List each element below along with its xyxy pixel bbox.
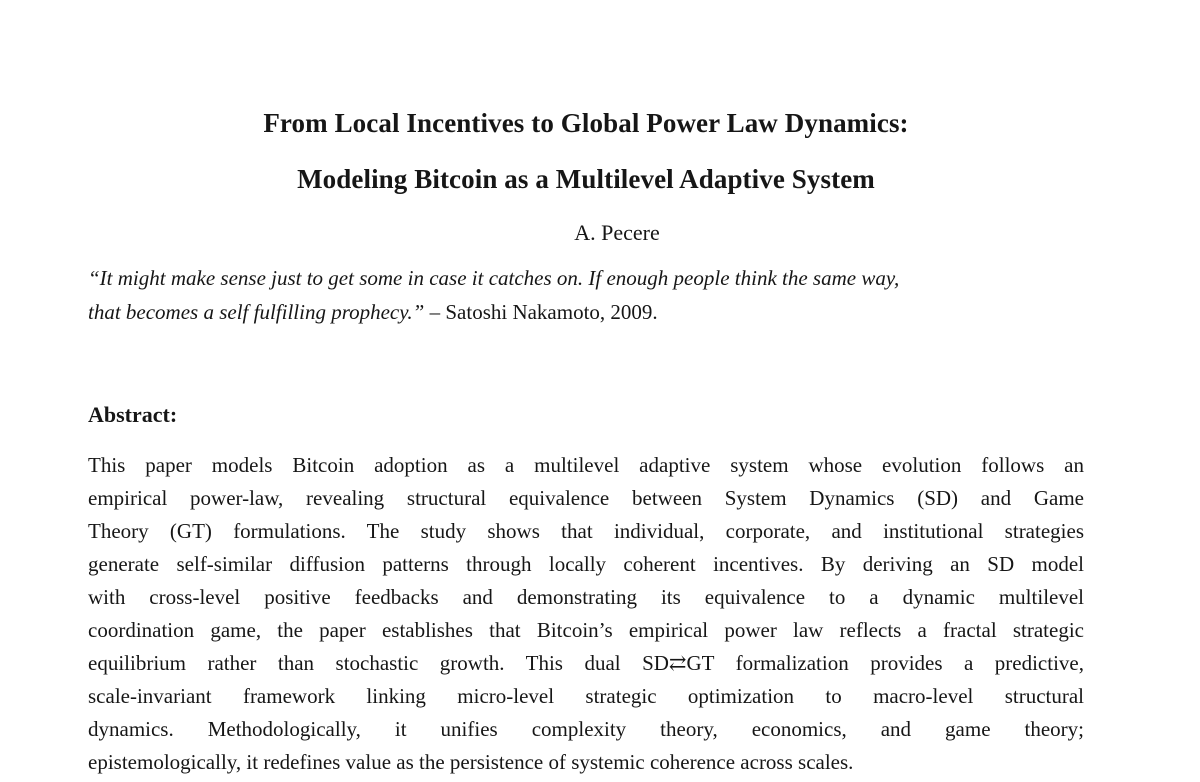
abstract-line: dynamics. Methodologically, it unifies complexity theory, economics, and game theory; [88,717,1084,741]
abstract-line: This paper models Bitcoin adoption as a multilevel adaptive system whose evolution follows an [88,453,1084,477]
abstract-line: equilibrium rather than stochastic growth. This dual SD⇄GT formalization provides a predictive, [88,651,1084,675]
abstract-line: Theory (GT) formulations. The study shows that individual, corporate, and institutional strategies [88,519,1084,543]
abstract-line: with cross-level positive feedbacks and demonstrating its equivalence to a dynamic multilevel [88,585,1084,609]
epigraph-quote-text-2: that becomes a self fulfilling prophecy.” [88,300,430,324]
abstract-line: empirical power-law, revealing structural equivalence between System Dynamics (SD) and Game [88,486,1084,510]
epigraph-line-1 [88,261,1084,295]
epigraph-quote-text-1: “It might make sense just to get some in case it catches on. If enough people think the same way, [88,266,900,290]
abstract-heading: Abstract: [88,402,178,427]
epigraph-attribution: – Satoshi Nakamoto, 2009. [429,300,658,324]
paper-title-line-2: Modeling Bitcoin as a Multilevel Adaptive System [297,164,875,194]
epigraph-line-2 [88,295,1084,329]
epigraph [88,261,1084,329]
paper-title-line-1: From Local Incentives to Global Power Law Dynamics: [263,108,909,138]
abstract-line: generate self-similar diffusion patterns through locally coherent incentives. By deriving an SD model [88,552,1084,576]
abstract-line: epistemologically, it redefines value as the persistence of systemic coherence across scales. [88,750,854,774]
author-name: A. Pecere [574,220,660,245]
abstract-paragraph [88,449,1084,779]
abstract-line: coordination game, the paper establishes that Bitcoin’s empirical power law reflects a fractal strategic [88,618,1084,642]
abstract-line: scale-invariant framework linking micro-level strategic optimization to macro-level structural [88,684,1084,708]
